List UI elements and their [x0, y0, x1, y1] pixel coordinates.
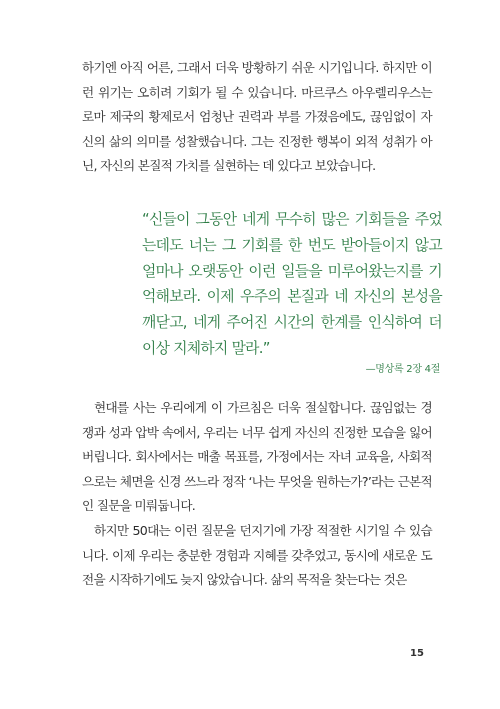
body-paragraph-1: 현대를 사는 우리에게 이 가르침은 더욱 절실합니다. 끊임없는 경쟁과 성과 압박 속에서, 우리는 너무 쉽게 자신의 진정한 모습을 잃어버립니다. 회사에서는 매출 목표를, 가정에서는 자녀 교육을, 사회적으로는 체면을 신경 쓰느라 정작 ‘나는 무엇을 원하는가?’라는 근본적인 질문을 미뤄둡니다.	[82, 400, 432, 514]
quote-source: —명상록 2장 4절	[365, 364, 440, 375]
page-number: 15	[410, 648, 424, 659]
intro-paragraph-text: 하기엔 아직 어른, 그래서 더욱 방황하기 쉬운 시기입니다. 하지만 이런 위기는 오히려 기회가 될 수 있습니다. 마르쿠스 아우렐리우스는 로마 제국의 황제로서 엄청난 권력과 부를 가졌음에도, 끊임없이 자신의 삶의 의미를 성찰했습니다. 그는 진정한 행복이 외적 성취가 아닌, 자신의 본질적 가치를 실현하는 데 있다고 보았습니다.	[82, 60, 432, 174]
meditations-quote	[142, 207, 442, 362]
intro-paragraph	[82, 56, 432, 179]
body-paragraph-2: 하지만 50대는 이런 질문을 던지기에 가장 적절한 시기일 수 있습니다. 이제 우리는 충분한 경험과 지혜를 갖추었고, 동시에 새로운 도전을 시작하기에도 늦지 않았습니다. 삶의 목적을 찾는다는 것은	[82, 522, 432, 588]
quote-text: “신들이 그동안 네게 무수히 많은 기회들을 주었는데도 너는 그 기회를 한 번도 받아들이지 않고 얼마나 오랫동안 이런 일들을 미루어왔는지를 기억해보라. 이제 우주의 본질과 네 자신의 본성을 깨닫고, 네게 주어진 시간의 한계를 인식하여 더 이상 지체하지 말라.”	[142, 211, 442, 357]
body-paragraphs	[82, 396, 432, 593]
